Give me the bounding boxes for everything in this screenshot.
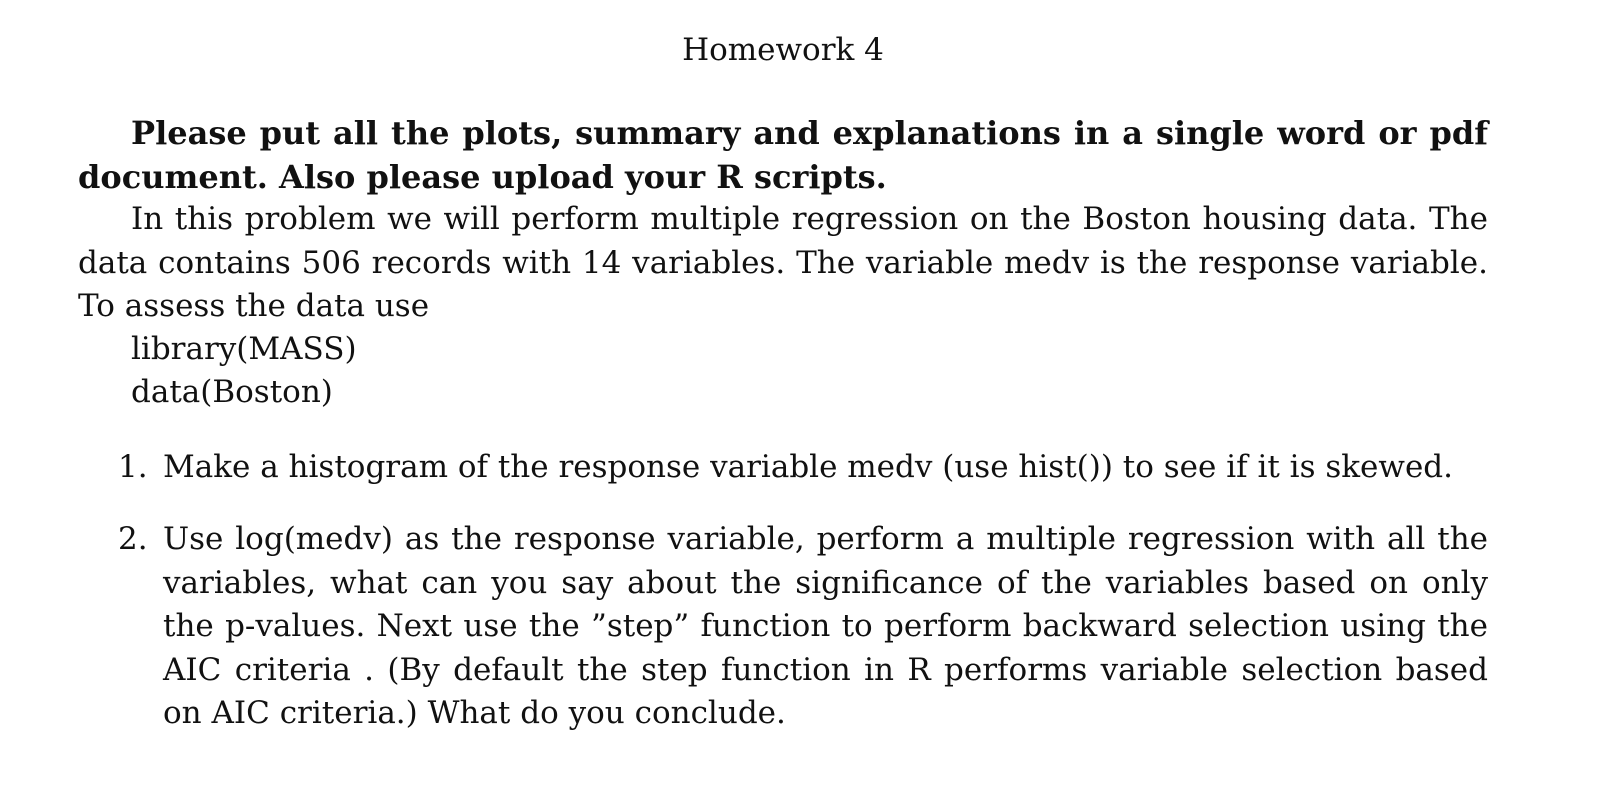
code-line-data: data(Boston) xyxy=(131,374,333,410)
question-number: 2. xyxy=(118,521,148,557)
document-title: Homework 4 xyxy=(682,32,884,68)
question-text: Make a histogram of the response variable medv (use hist()) to see if it is skewed. xyxy=(163,449,1453,485)
code-line-library: library(MASS) xyxy=(131,331,357,367)
instructions-paragraph: Please put all the plots, summary and explanations in a single word or pdf document. Also please upload your R scripts. xyxy=(78,114,1488,196)
question-item-2 xyxy=(118,518,1488,736)
intro-paragraph: In this problem we will perform multiple regression on the Boston housing data. The data contains 506 records with 14 variables. The variable medv is the response variable. To assess the data use xyxy=(78,201,1488,324)
question-item-1 xyxy=(118,446,1488,490)
question-number: 1. xyxy=(118,449,148,485)
question-text: Use log(medv) as the response variable, perform a multiple regression with all the variables, what can you say about the significance of the variables based on only the p-values. Next use the ”step” function to perform backward selection using the AIC criteria . (By default the step function in R performs variable selection based on AIC criteria.) What do you conclude. xyxy=(163,521,1488,731)
